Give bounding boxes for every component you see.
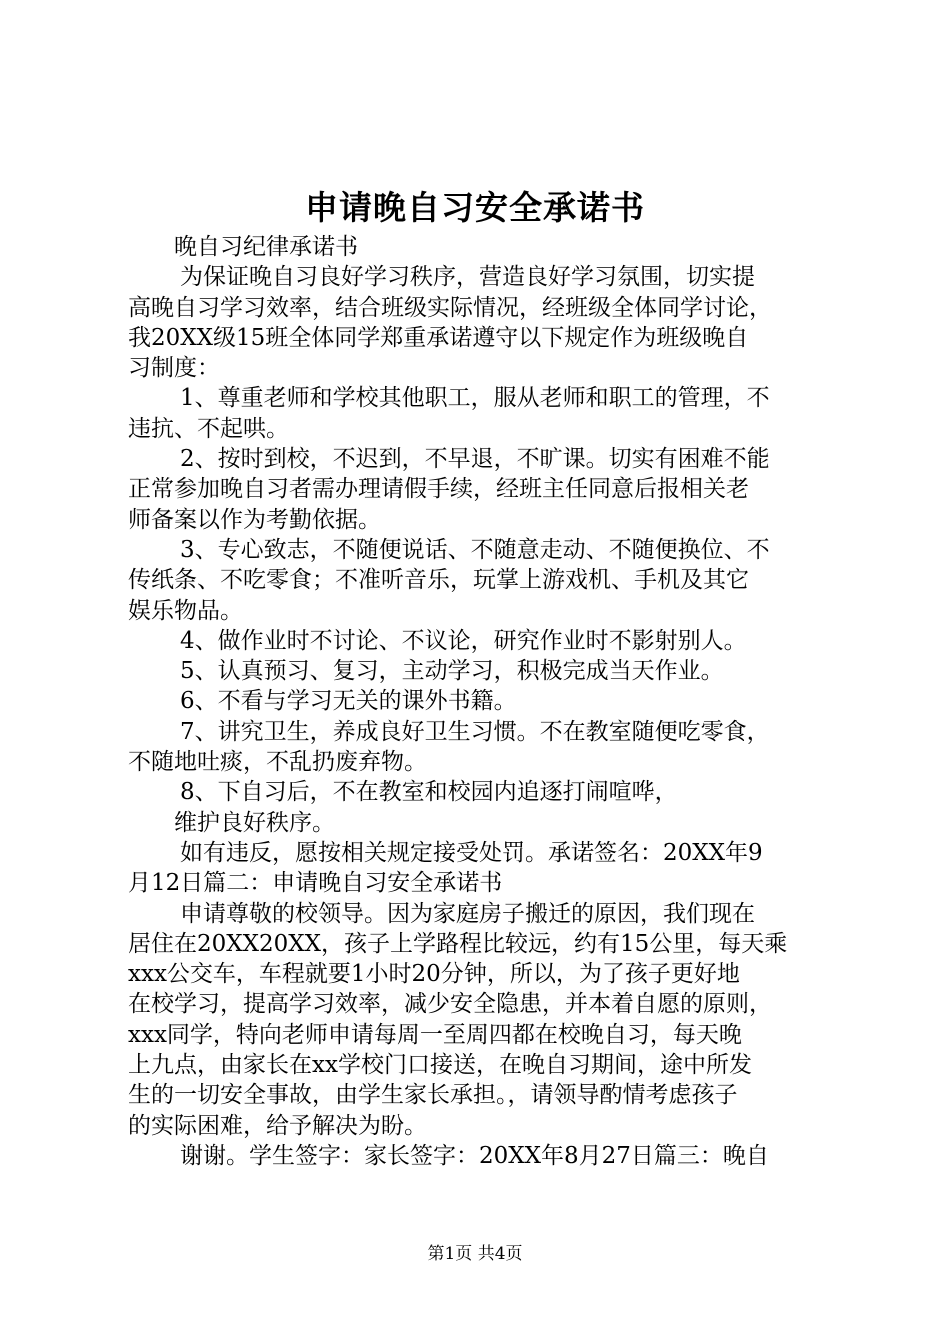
page-footer: 第1页 共4页 (427, 1244, 523, 1264)
paragraph-line: 高晚自习学习效率，结合班级实际情况，经班级全体同学讨论， (128, 294, 772, 321)
paragraph-line: xxx公交车，车程就要1小时20分钟，所以，为了孩子更好地 (128, 961, 740, 988)
paragraph-line: 月12日篇二：申请晚自习安全承诺书 (128, 870, 503, 897)
paragraph-line: xxx同学，特向老师申请每周一至周四都在校晚自习，每天晚 (128, 1021, 742, 1048)
paragraph-line: 不随地吐痰，不乱扔废弃物。 (128, 749, 427, 776)
paragraph-line: 1、尊重老师和学校其他职工，服从老师和职工的管理，不 (180, 385, 770, 412)
paragraph-line: 8、下自习后，不在教室和校园内追逐打闹喧哗， (180, 779, 678, 806)
paragraph-line: 居住在20XX20XX，孩子上学路程比较远，约有15公里，每天乘 (128, 930, 788, 957)
paragraph-line: 维护良好秩序。 (174, 809, 335, 836)
paragraph-line: 传纸条、不吃零食；不准听音乐，玩掌上游戏机、手机及其它 (128, 567, 749, 594)
paragraph-line: 申请尊敬的校领导。因为家庭房子搬迁的原因，我们现在 (180, 900, 755, 927)
paragraph-line: 娱乐物品。 (128, 597, 243, 624)
paragraph-line: 谢谢。学生签字：家长签字：20XX年8月27日篇三：晚自 (180, 1142, 769, 1169)
paragraph-line: 正常参加晚自习者需办理请假手续，经班主任同意后报相关老 (128, 476, 749, 503)
paragraph-line: 为保证晚自习良好学习秩序，营造良好学习氛围，切实提 (180, 264, 755, 291)
paragraph-line: 4、做作业时不讨论、不议论，研究作业时不影射别人。 (180, 627, 747, 654)
paragraph-line: 晚自习纪律承诺书 (174, 234, 358, 260)
paragraph-line: 上九点，由家长在xx学校门口接送，在晚自习期间，途中所发 (128, 1052, 752, 1079)
paragraph-line: 7、讲究卫生，养成良好卫生习惯。不在教室随便吃零食， (180, 718, 770, 745)
paragraph-line: 习制度： (128, 355, 220, 382)
paragraph-line: 违抗、不起哄。 (128, 415, 289, 442)
paragraph-line: 如有违反，愿按相关规定接受处罚。承诺签名：20XX年9 (180, 839, 763, 866)
paragraph-line: 的实际困难，给予解决为盼。 (128, 1112, 427, 1139)
paragraph-line: 6、不看与学习无关的课外书籍。 (180, 688, 517, 715)
paragraph-line: 师备案以作为考勤依据。 (128, 506, 381, 533)
paragraph-line: 生的一切安全事故，由学生家长承担。，请领导酌情考虑孩子 (128, 1082, 738, 1109)
paragraph-line: 2、按时到校，不迟到，不早退，不旷课。切实有困难不能 (180, 446, 770, 473)
paragraph-line: 3、专心致志，不随便说话、不随意走动、不随便换位、不 (180, 536, 770, 563)
paragraph-line: 我20XX级15班全体同学郑重承诺遵守以下规定作为班级晚自 (128, 324, 749, 351)
document-body (128, 232, 834, 1171)
paragraph-line: 5、认真预习、复习，主动学习，积极完成当天作业。 (180, 658, 724, 685)
paragraph-line: 在校学习，提高学习效率，减少安全隐患，并本着自愿的原则， (128, 991, 772, 1018)
document-title: 申请晚自习安全承诺书 (305, 188, 645, 227)
